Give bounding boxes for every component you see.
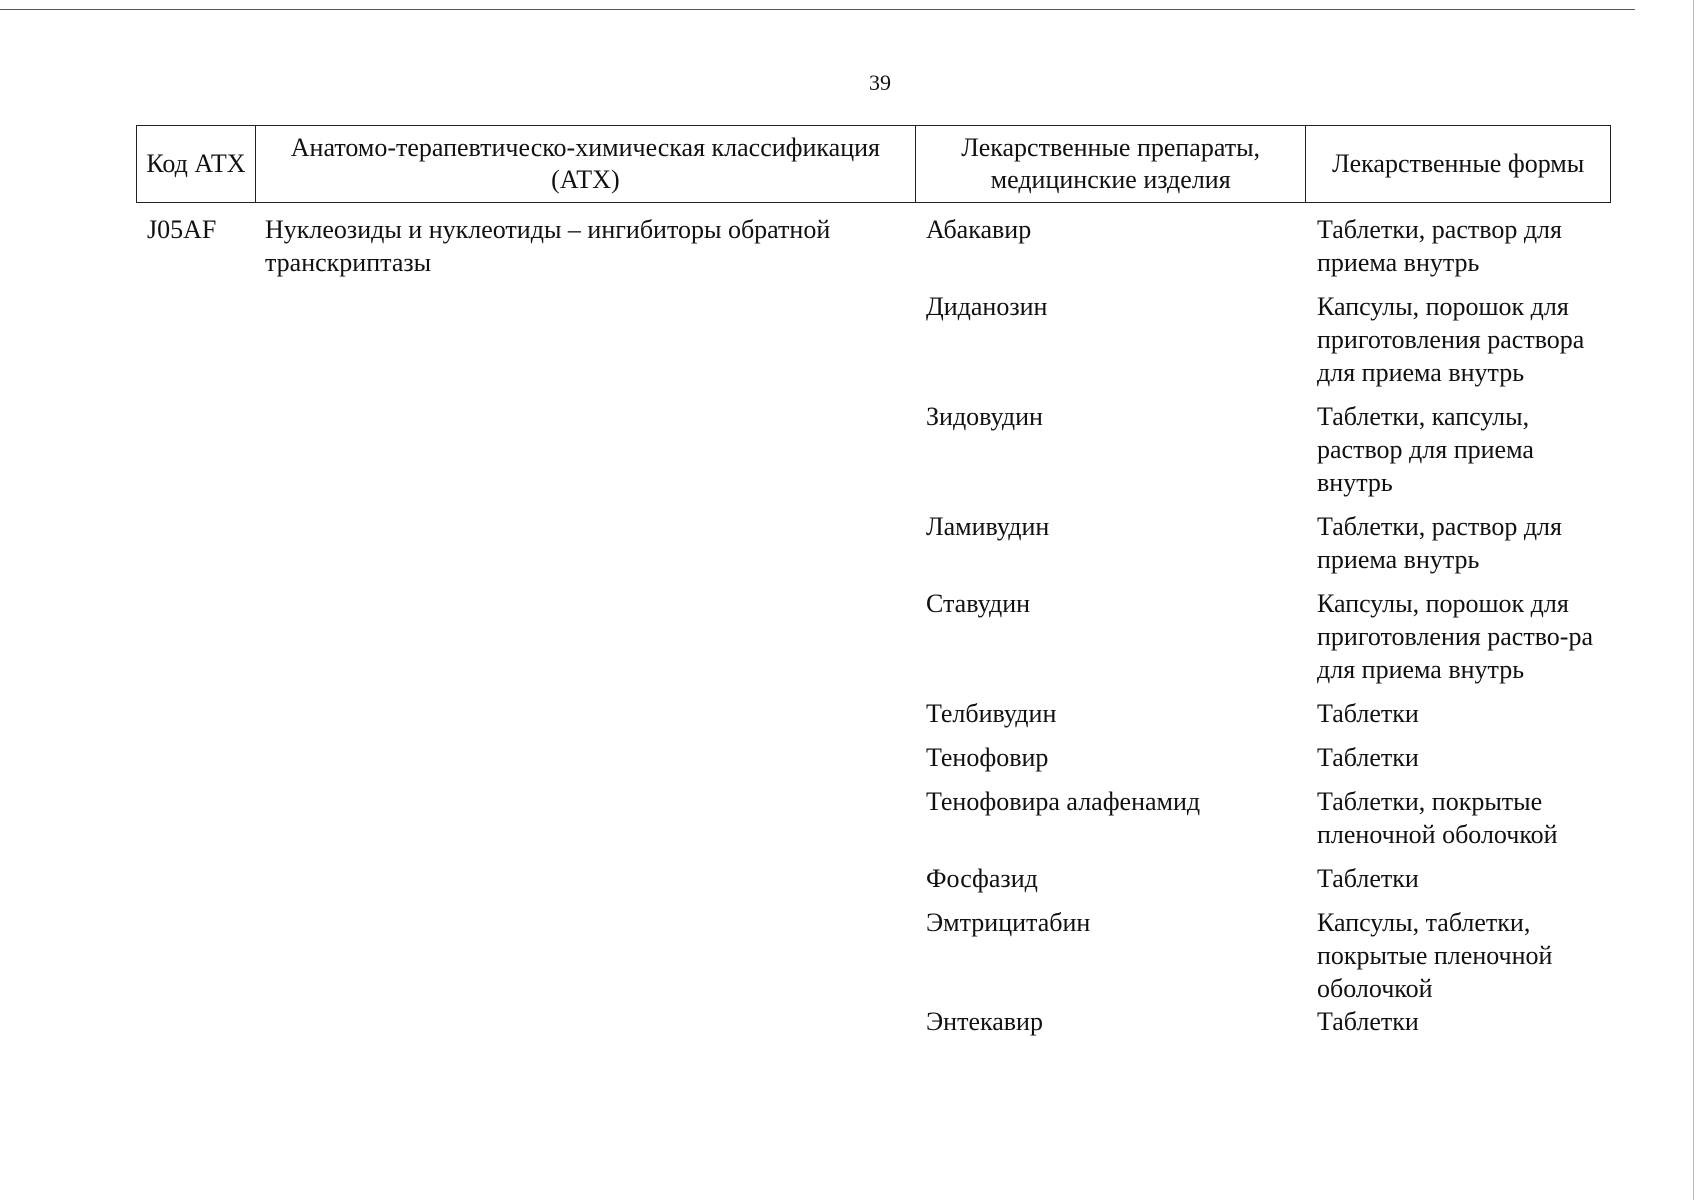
table-row — [916, 697, 1611, 730]
drug-form: Капсулы, порошок для приготовления раство-ра для приема внутрь — [1317, 589, 1593, 684]
header-forms: Лекарственные формы — [1332, 149, 1585, 178]
table-row — [916, 862, 1611, 895]
drug-form: Капсулы, таблетки, покрытые пленочной оболочкой — [1317, 908, 1553, 1003]
drug-form: Таблетки — [1317, 1007, 1419, 1036]
drug-name: Эмтрицитабин — [926, 908, 1091, 937]
table-row — [916, 1005, 1611, 1038]
table-row — [916, 290, 1611, 389]
table-row — [916, 213, 1611, 279]
group-classification: Нуклеозиды и нуклеотиды – ингибиторы обратной транскриптазы — [265, 215, 831, 277]
group-code: J05AF — [147, 215, 217, 244]
atc-table — [136, 125, 1611, 1049]
right-edge-rule — [1693, 0, 1694, 1200]
drug-form: Таблетки, капсулы, раствор для приема внутрь — [1317, 402, 1534, 497]
table-row — [916, 785, 1611, 851]
top-edge-rule — [0, 9, 1635, 10]
drug-name: Ламивудин — [926, 512, 1050, 541]
header-code: Код АТХ — [137, 126, 256, 202]
table-row — [916, 587, 1611, 686]
table-row — [916, 741, 1611, 774]
drug-name: Энтекавир — [926, 1007, 1043, 1036]
atc-group — [136, 213, 1611, 1049]
drug-name: Фосфазид — [926, 864, 1038, 893]
table-row — [916, 510, 1611, 576]
table-row — [916, 906, 1611, 1005]
page-number: 39 — [869, 70, 891, 95]
table-header-row — [136, 125, 1611, 203]
header-classification: Анатомо-терапевтическо-химическая классификация (АТХ) — [256, 126, 916, 202]
drug-name: Ставудин — [926, 589, 1031, 618]
drug-name: Телбивудин — [926, 699, 1057, 728]
drug-name: Тенофовир — [926, 743, 1049, 772]
table-row — [916, 400, 1611, 499]
drug-form: Таблетки, раствор для приема внутрь — [1317, 215, 1562, 277]
drug-name: Абакавир — [926, 215, 1032, 244]
drug-list — [916, 213, 1611, 1049]
drug-form: Таблетки — [1317, 699, 1419, 728]
header-drugs: Лекарственные препараты, медицинские изделия — [916, 126, 1306, 202]
drug-form: Таблетки — [1317, 864, 1419, 893]
drug-name: Тенофовира алафенамид — [926, 787, 1201, 816]
drug-form: Капсулы, порошок для приготовления раствора для приема внутрь — [1317, 292, 1585, 387]
drug-name: Диданозин — [926, 292, 1048, 321]
drug-form: Таблетки — [1317, 743, 1419, 772]
drug-form: Таблетки, раствор для приема внутрь — [1317, 512, 1562, 574]
drug-form: Таблетки, покрытые пленочной оболочкой — [1317, 787, 1558, 849]
drug-name: Зидовудин — [926, 402, 1043, 431]
